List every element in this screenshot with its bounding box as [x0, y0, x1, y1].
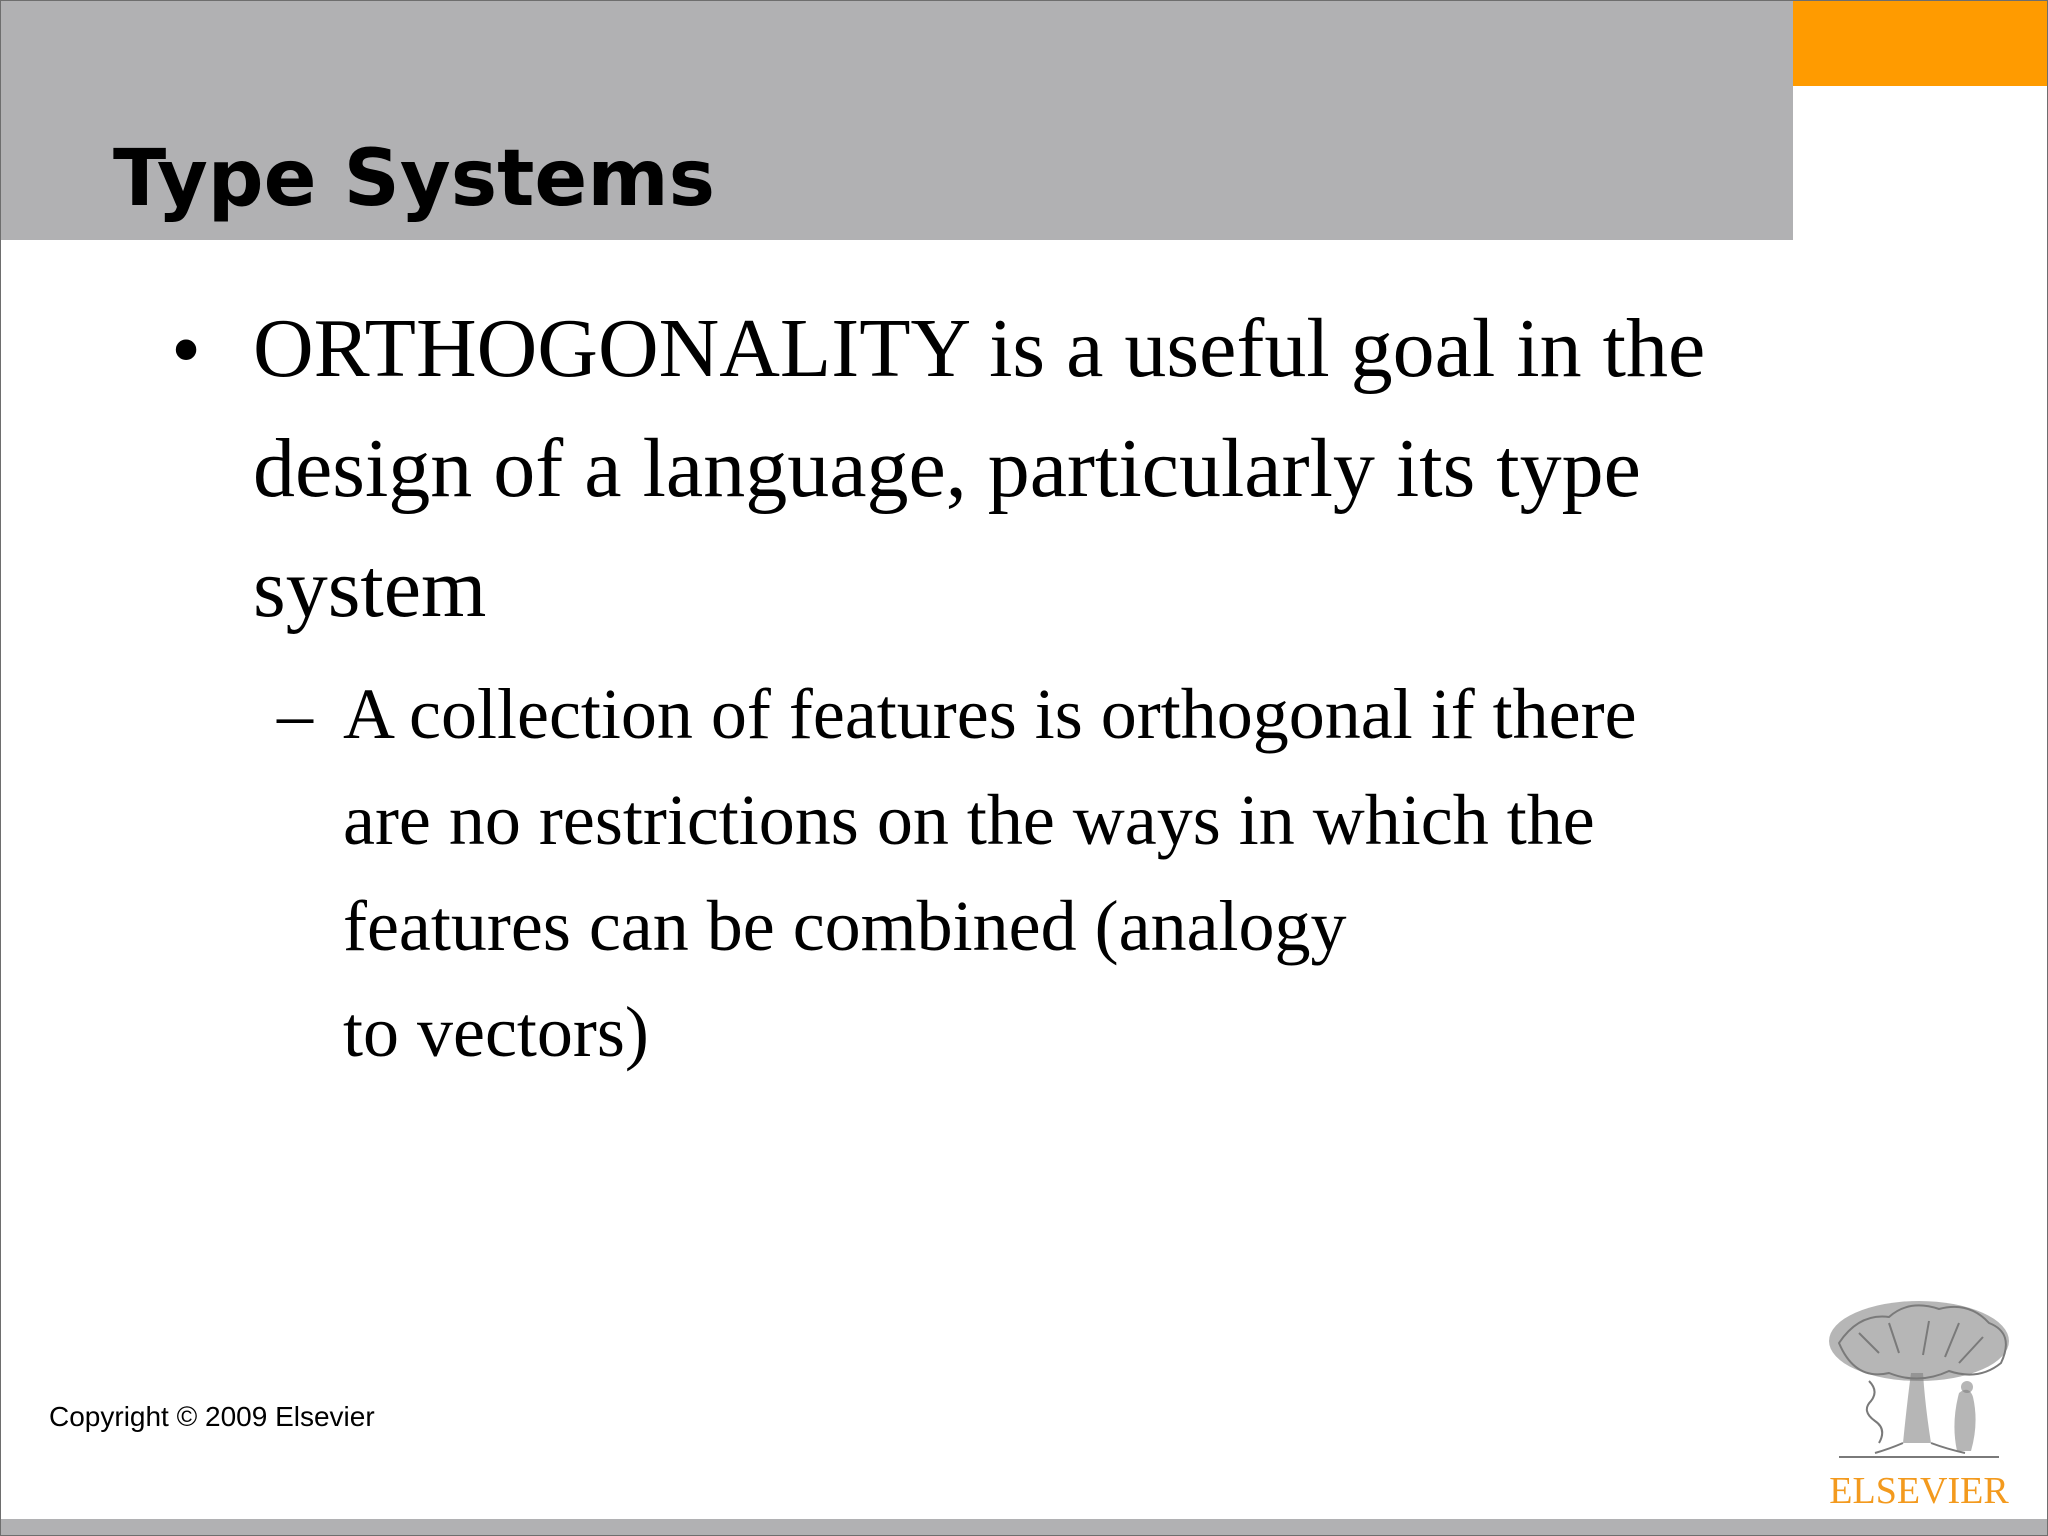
- bullet-line: design of a language, particularly its type: [253, 422, 1641, 515]
- sub-bullet-text: [343, 661, 1803, 1085]
- bottom-bar: [1, 1519, 2048, 1536]
- slide-title: Type Systems: [113, 134, 716, 224]
- bullet-line: ORTHOGONALITY is a useful goal in the: [253, 302, 1706, 395]
- accent-block: [1793, 1, 2048, 86]
- publisher-logo-text: ELSEVIER: [1829, 1470, 2009, 1512]
- sub-bullet-marker: –: [277, 674, 313, 754]
- bullet-line: system: [253, 542, 487, 635]
- sub-bullet-line: to vectors): [343, 992, 649, 1072]
- copyright-notice: Copyright © 2009 Elsevier: [49, 1401, 375, 1432]
- publisher-logo: [1819, 1293, 2019, 1513]
- bullet-text: [253, 289, 1853, 649]
- sub-bullet-line: A collection of features is orthogonal if there: [343, 674, 1637, 754]
- elsevier-tree-icon: [1819, 1293, 2019, 1465]
- sub-bullet-line: are no restrictions on the ways in which the: [343, 780, 1595, 860]
- sub-bullet-line: features can be combined (analogy: [343, 886, 1347, 966]
- bullet-marker: •: [171, 301, 202, 397]
